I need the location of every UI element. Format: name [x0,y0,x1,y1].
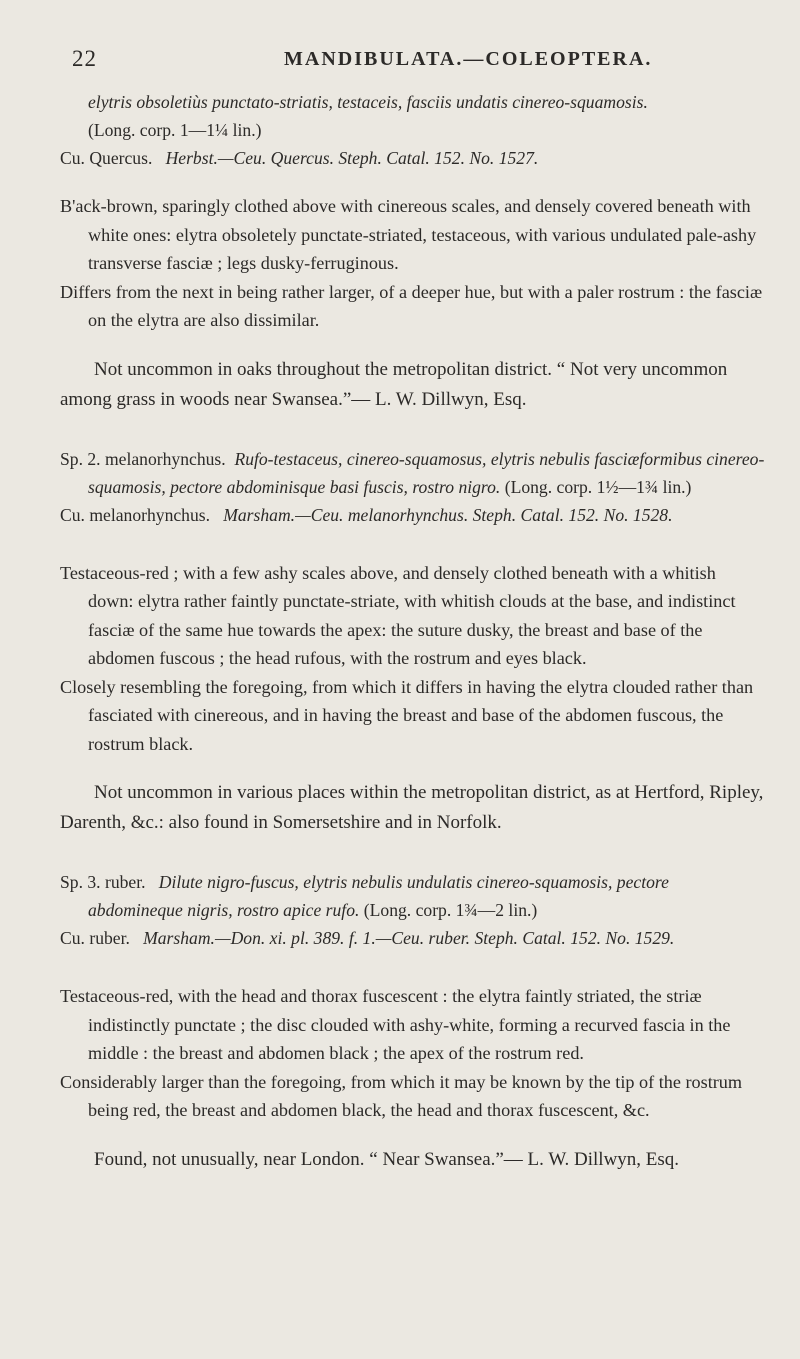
sp1-locality: Not uncommon in oaks throughout the metropolitan district. “ Not very uncommon among grass in woods near Swansea.”— L. W. Dillwyn, Esq. [60,358,728,410]
sp3-length: (Long. corp. 1¾—2 lin.) [363,900,538,920]
sp2-synonymy [60,501,765,529]
sp1-diagnosis: elytris obsoletiùs punctato-striatis, testaceis, fasciis undatis cinereo-squamosis. [88,92,648,112]
sp3-heading: Sp. 3. ruber. [60,872,146,892]
sp1-length: (Long. corp. 1—1¼ lin.) [88,120,262,140]
running-title: MANDIBULATA.—COLEOPTERA. [284,48,653,70]
sp2-synonymy-refs: Marsham.—Ceu. melanorhynchus. Steph. Catal. 152. No. 1528. [223,504,673,525]
sp1-synonymy-name: Cu. Quercus. [60,148,153,168]
sp2-locality: Not uncommon in various places within the metropolitan district, as at Hertford, Ripley, Darenth, &c.: also found in Somersetshire and in Norfolk. [60,782,764,833]
sp3-synonymy [60,924,765,952]
sp3-diagnosis: Dilute nigro-fuscus, elytris nebulis undulatis cinereo-squamosis, pectore abdomineque nigris, rostro apice rufo. [88,872,669,920]
sp1-synonymy-refs: Herbst.—Ceu. Quercus. Steph. Catal. 152. No. 1527. [165,148,539,168]
sp3-synonymy-name: Cu. ruber. [60,928,130,948]
sp3-entry [60,868,765,924]
sp2-heading: Sp. 2. melanorhynchus. [60,448,226,469]
sp2-diagnosis: Rufo-testaceus, cinereo-squamosus, elytris nebulis fasciæformibus cinereo-squamosis, pectore abdominisque basi fuscis, rostro nigro. [88,448,765,497]
sp3-description: Testaceous-red, with the head and thorax fuscescent : the elytra faintly striated, the striæ indistinctly punctate ; the disc clouded with ashy-white, forming a recurved fascia in the middle : the breast and abdomen black ; the apex of the rostrum red. [60,986,731,1063]
sp3-comparison: Considerably larger than the foregoing, from which it may be known by the tip of the rostrum being red, the breast and abdomen black, the head and thorax fuscescent, &c. [60,1071,743,1120]
sp2-entry [60,445,765,501]
page-body [60,88,765,1175]
sp1-synonymy [60,144,765,172]
sp1-comparison: Differs from the next in being rather larger, of a deeper hue, but with a paler rostrum : the fasciæ on the elytra are also dissimilar. [60,281,763,330]
sp2-description: Testaceous-red ; with a few ashy scales above, and densely clothed beneath with a whitish down: elytra rather faintly punctate-striate, with whitish clouds at the base, and indistinct fasciæ of the same hue towards the apex: the suture dusky, the breast and base of the abdomen fuscous ; the head rufous, with the rostrum and eyes black. [60,562,736,668]
sp3-synonymy-refs: Marsham.—Don. xi. pl. 389. f. 1.—Ceu. ruber. Steph. Catal. 152. No. 1529. [143,928,675,948]
sp3-locality: Found, not unusually, near London. “ Near Swansea.”— L. W. Dillwyn, Esq. [94,1148,680,1170]
sp1-description: B'ack-brown, sparingly clothed above with cinereous scales, and densely covered beneath with white ones: elytra obsoletely punctate-striated, testaceous, with various undulated pale-ashy transverse fasciæ ; legs dusky-ferruginous. [60,196,757,273]
sp2-length: (Long. corp. 1½—1¾ lin.) [504,476,692,497]
sp2-comparison: Closely resembling the foregoing, from which it differs in having the elytra clouded rather than fasciated with cinereous, and in having the breast and base of the abdomen fuscous, the rostrum black. [60,676,754,754]
sp2-synonymy-name: Cu. melanorhynchus. [60,504,211,525]
page-header [72,46,760,76]
page-number: 22 [72,46,97,71]
